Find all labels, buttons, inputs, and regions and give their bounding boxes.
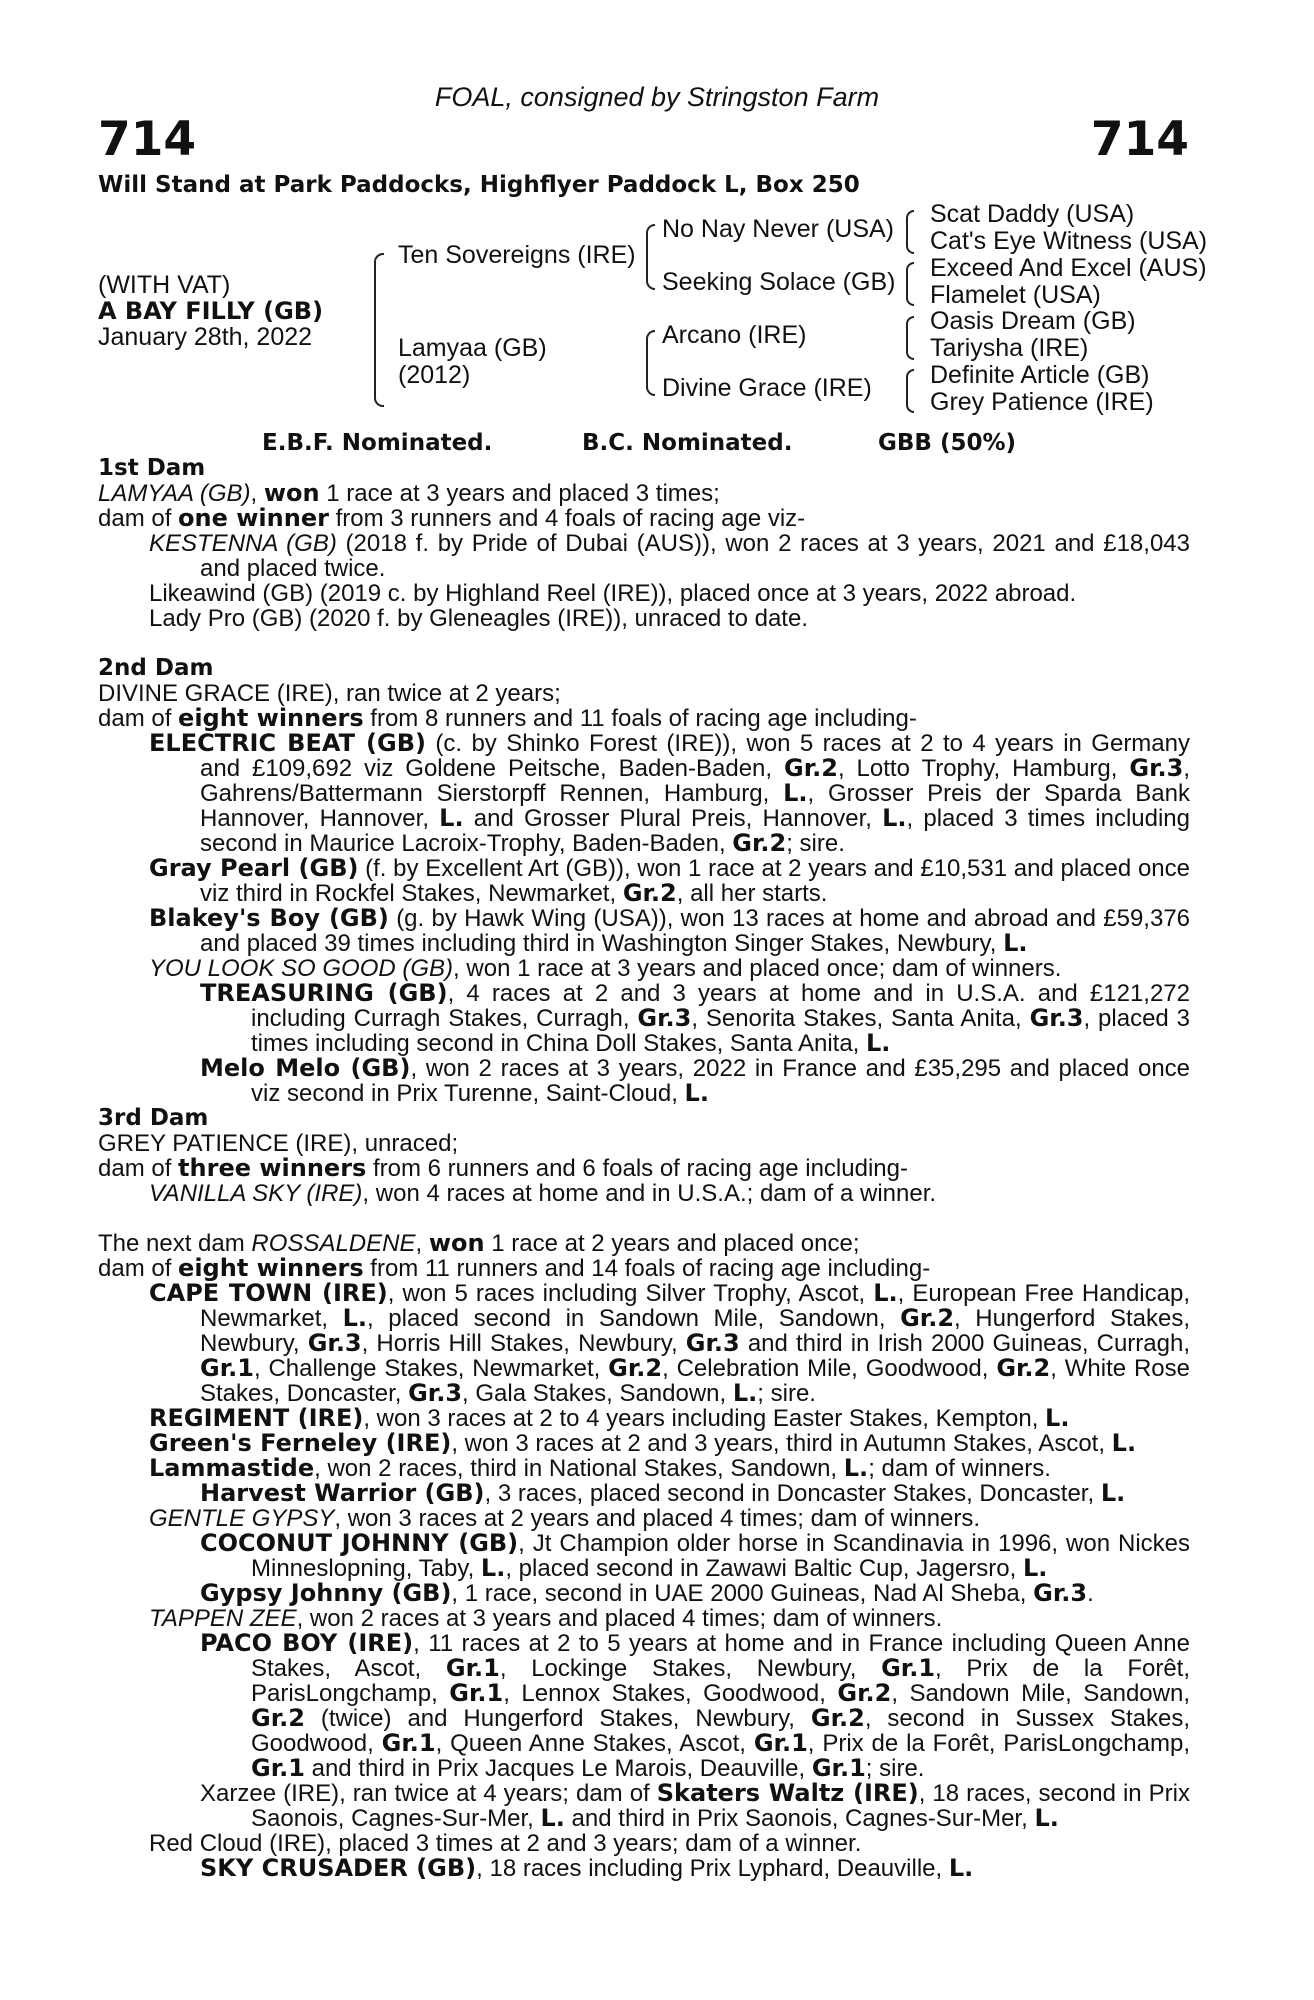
entry-text: GREY PATIENCE (IRE), unraced;	[98, 1130, 459, 1157]
entry-text: , won 2 races at 3 years, 2022 in France and £35,295 and placed once viz second in Prix Turenne, Saint-Cloud,	[251, 1055, 1191, 1107]
entry-text: , won 3 races at 2 and 3 years, third in Autumn Stakes, Ascot,	[451, 1430, 1112, 1457]
entry-text: GENTLE GYPSY	[149, 1505, 335, 1532]
entry-text: from 6 runners and 6 foals of racing age including-	[366, 1155, 908, 1182]
sire-line-bracket	[646, 224, 655, 290]
entry-text: , Challenge Stakes, Newmarket,	[253, 1355, 609, 1382]
entry-text: , 18 races including Prix Lyphard, Deauville,	[476, 1855, 949, 1882]
pedigree-entry	[149, 531, 1190, 581]
entry-text: from 11 runners and 14 foals of racing age including-	[363, 1255, 931, 1282]
entry-text: Gr.2	[622, 879, 677, 907]
entry-text: Lammastide	[149, 1454, 315, 1482]
section-heading: 1st Dam	[98, 455, 206, 481]
entry-text: ELECTRIC BEAT (GB)	[149, 729, 426, 757]
pedigree-entry	[149, 1181, 1190, 1206]
gen3-bracket-1	[906, 210, 914, 254]
entry-text: SKY CRUSADER (GB)	[200, 1854, 477, 1882]
entry-text: and third in Irish 2000 Guineas, Curragh,	[739, 1330, 1191, 1357]
stand-location: Will Stand at Park Paddocks, Highflyer Paddock L, Box 250	[98, 172, 860, 198]
entry-text: , Grosser Preis der Sparda Bank Hannover, Hannover,	[200, 780, 1190, 832]
entry-text: , placed 3 times including second in China Doll Stakes, Santa Anita,	[251, 1005, 1191, 1057]
entry-text: Gr.3	[685, 1329, 740, 1357]
entry-text: ; sire.	[757, 1380, 816, 1407]
entry-text: L.	[873, 1279, 898, 1307]
entry-text: , Prix de la Forêt, ParisLongchamp,	[251, 1655, 1190, 1707]
entry-text: Gr.3	[1029, 1004, 1084, 1032]
pedigree-entry	[98, 1131, 1190, 1156]
entry-text: Gr.3	[307, 1329, 362, 1357]
entry-text: Gr.1	[251, 1754, 305, 1782]
entry-text: Gypsy Johnny (GB)	[200, 1579, 452, 1607]
pedigree-entry	[200, 1581, 1190, 1606]
entry-text: and third in Prix Jacques Le Marois, Deauville,	[304, 1755, 812, 1782]
entry-text: ,	[415, 1230, 429, 1257]
entry-text: (twice) and Hungerford Stakes, Newbury,	[304, 1705, 811, 1732]
entry-text: , won 2 races at 3 years and placed 4 times; dam of winners.	[296, 1605, 943, 1632]
pedigree-entry	[149, 856, 1190, 906]
catalogue-body	[98, 456, 1190, 1881]
entry-text: L.	[948, 1854, 974, 1882]
entry-text: L.	[1003, 929, 1028, 957]
entry-text: VANILLA SKY (IRE)	[149, 1180, 363, 1207]
entry-text: , Gahrens/Battermann Sierstorpff Rennen, Hamburg,	[200, 755, 1190, 807]
entry-text: L.	[1100, 1479, 1126, 1507]
pedigree-entry	[98, 706, 1190, 731]
entry-text: Gr.1	[381, 1729, 436, 1757]
gen3-bracket-2	[906, 262, 914, 306]
pedigree-entry	[200, 1531, 1190, 1581]
entry-text: Gr.2	[996, 1354, 1051, 1382]
pedigree-entry	[200, 1056, 1190, 1106]
gbb-status: GBB (50%)	[878, 430, 1017, 456]
entry-text: (g. by Hawk Wing (USA)), won 13 races at home and abroad and £59,376 and placed 39 times including third in Washington Singer Stakes, Newbury,	[200, 905, 1191, 957]
entry-text: Blakey's Boy (GB)	[149, 904, 389, 932]
entry-text: Gr.2	[732, 829, 787, 857]
entry-text: dam of	[98, 1255, 179, 1282]
entry-text: Lady Pro (GB) (2020 f. by Gleneagles (IRE)), unraced to date.	[149, 605, 808, 632]
entry-text: , placed second in Sandown Mile, Sandown,	[367, 1305, 901, 1332]
entry-text: , 18 races, second in Prix Saonois, Cagnes-Sur-Mer,	[251, 1780, 1190, 1832]
entry-text: Gr.3	[637, 1004, 692, 1032]
entry-text: L.	[732, 1379, 758, 1407]
entry-text: Gr.1	[811, 1754, 866, 1782]
entry-text: dam of	[98, 505, 179, 532]
entry-text: Gr.2	[784, 754, 838, 782]
entry-text: Gr.3	[1129, 754, 1184, 782]
dam-dam: Divine Grace (IRE)	[662, 374, 872, 402]
entry-text: 1 race at 3 years and placed 3 times;	[319, 480, 720, 507]
entry-text: Red Cloud (IRE), placed 3 times at 2 and 3 years; dam of a winner.	[149, 1830, 862, 1857]
entry-text: YOU LOOK SO GOOD (GB)	[149, 955, 454, 982]
entry-text: COCONUT JOHNNY (GB)	[200, 1529, 519, 1557]
entry-text: , 11 races at 2 to 5 years at home and in France including Queen Anne Stakes, Ascot,	[251, 1630, 1190, 1682]
entry-text: L.	[1111, 1429, 1137, 1457]
entry-text: L.	[342, 1304, 368, 1332]
entry-text: Harvest Warrior (GB)	[200, 1479, 485, 1507]
entry-text: (f. by Excellent Art (GB)), won 1 race at 2 years and £10,531 and placed once viz third in Rockfel Stakes, Newmarket,	[200, 855, 1190, 907]
entry-text: , won 3 races at 2 to 4 years including Easter Stakes, Kempton,	[363, 1405, 1046, 1432]
entry-text: , 3 races, placed second in Doncaster Stakes, Doncaster,	[484, 1480, 1101, 1507]
bc-nomination: B.C. Nominated.	[582, 430, 793, 456]
entry-text: L.	[1045, 1404, 1070, 1432]
entry-text: (2018 f. by Pride of Dubai (AUS)), won 2 races at 3 years, 2021 and £18,043 and placed twice.	[200, 530, 1190, 582]
entry-text: ; sire.	[786, 830, 845, 857]
entry-text: , Jt Champion older horse in Scandinavia in 1996, won Nickes Minneslopning, Taby,	[251, 1530, 1190, 1582]
entry-text: Likeawind (GB) (2019 c. by Highland Reel (IRE)), placed once at 3 years, 2022 abroad.	[149, 580, 1077, 607]
entry-text: Gray Pearl (GB)	[149, 854, 359, 882]
pedigree-entry	[98, 1156, 1190, 1181]
entry-text: L.	[1034, 1804, 1059, 1832]
entry-text: Skaters Waltz (IRE)	[656, 1779, 919, 1807]
consignor-line: FOAL, consigned by Stringston Farm	[434, 82, 880, 112]
section-heading: 3rd Dam	[98, 1105, 209, 1131]
entry-text: , won 5 races including Silver Trophy, Ascot,	[387, 1280, 874, 1307]
dam-sire: Arcano (IRE)	[662, 321, 807, 349]
pedigree-entry	[149, 1431, 1190, 1456]
entry-text: REGIMENT (IRE)	[149, 1404, 364, 1432]
entry-text: Gr.1	[445, 1654, 500, 1682]
gen3-horse-7: Definite Article (GB)	[930, 361, 1150, 389]
entry-text: , all her starts.	[676, 880, 828, 907]
entry-text: , won 4 races at home and in U.S.A.; dam of a winner.	[362, 1180, 937, 1207]
entry-text: one winner	[178, 504, 329, 532]
entry-text: , Prix de la Forêt, ParisLongchamp,	[807, 1730, 1191, 1757]
entry-text: DIVINE GRACE (IRE), ran twice at 2 years;	[98, 680, 561, 707]
ebf-nomination: E.B.F. Nominated.	[262, 430, 493, 456]
entry-text: from 3 runners and 4 foals of racing age viz-	[328, 505, 806, 532]
entry-text: three winners	[178, 1154, 367, 1182]
dam-name: Lamyaa (GB)	[398, 334, 547, 362]
entry-text: ROSSALDENE	[251, 1230, 416, 1257]
entry-text: and Grosser Plural Preis, Hannover,	[463, 805, 883, 832]
entry-text: (c. by Shinko Forest (IRE)), won 5 races at 2 to 4 years in Germany and £109,692 viz Goldene Peitsche, Baden-Baden,	[200, 730, 1190, 782]
entry-text: Gr.2	[810, 1704, 865, 1732]
lot-number-left: 714	[98, 112, 197, 167]
dam-foaling-year: (2012)	[398, 361, 471, 389]
entry-text: , 4 races at 2 and 3 years at home and in U.S.A. and £121,272 including Curragh Stakes, Curragh,	[251, 980, 1191, 1032]
entry-text: LAMYAA (GB)	[98, 480, 251, 507]
entry-text: eight winners	[178, 1254, 364, 1282]
pedigree-entry	[149, 906, 1190, 956]
gen3-horse-5: Oasis Dream (GB)	[930, 307, 1136, 335]
entry-text: Gr.1	[449, 1679, 504, 1707]
entry-text: , Horris Hill Stakes, Newbury,	[361, 1330, 686, 1357]
pedigree-entry	[149, 956, 1190, 981]
gen3-horse-3: Exceed And Excel (AUS)	[930, 254, 1207, 282]
entry-text: Gr.1	[753, 1729, 808, 1757]
entry-text: L.	[540, 1804, 565, 1832]
entry-text: from 8 runners and 11 foals of racing age including-	[363, 705, 917, 732]
section-gap	[98, 631, 1190, 656]
pedigree-entry	[98, 506, 1190, 531]
sire-dam: Seeking Solace (GB)	[662, 268, 896, 296]
pedigree-entry	[149, 1281, 1190, 1406]
entry-text: Melo Melo (GB)	[200, 1054, 411, 1082]
pedigree-entry	[98, 481, 1190, 506]
entry-text: L.	[480, 1554, 506, 1582]
entry-text: dam of	[98, 705, 179, 732]
entry-text: TAPPEN ZEE	[149, 1605, 297, 1632]
entry-text: Gr.1	[881, 1654, 936, 1682]
entry-text: , placed 3 times including second in Maurice Lacroix-Trophy, Baden-Baden,	[200, 805, 1190, 857]
entry-text: and third in Prix Saonois, Cagnes-Sur-Mer,	[564, 1805, 1035, 1832]
gen3-bracket-3	[906, 316, 914, 360]
entry-text: dam of	[98, 1155, 179, 1182]
entry-text: L.	[882, 804, 907, 832]
entry-text: , placed second in Zawawi Baltic Cup, Jagersro,	[505, 1555, 1023, 1582]
entry-text: Gr.1	[200, 1354, 254, 1382]
lot-subject-name: A BAY FILLY (GB)	[98, 297, 324, 325]
entry-text: The next dam	[98, 1230, 252, 1257]
entry-text: Gr.3	[408, 1379, 463, 1407]
entry-text: 1 race at 2 years and placed once;	[484, 1230, 860, 1257]
entry-text: , won 1 race at 3 years and placed once; dam of winners.	[453, 955, 1062, 982]
pedigree-entry	[200, 981, 1190, 1056]
entry-text: L.	[843, 1454, 869, 1482]
entry-text: Green's Ferneley (IRE)	[149, 1429, 452, 1457]
vat-note: (WITH VAT)	[98, 271, 231, 299]
pedigree-entry	[149, 581, 1190, 606]
entry-text: L.	[439, 804, 464, 832]
entry-text: TREASURING (GB)	[200, 979, 448, 1007]
pedigree-entry	[200, 1481, 1190, 1506]
gen3-bracket-4	[906, 369, 914, 413]
foaling-date: January 28th, 2022	[98, 323, 313, 351]
entry-text: ; dam of winners.	[868, 1455, 1051, 1482]
gen3-horse-4: Flamelet (USA)	[930, 281, 1101, 309]
entry-text: , Lennox Stakes, Goodwood,	[503, 1680, 838, 1707]
entry-text: PACO BOY (IRE)	[200, 1629, 414, 1657]
entry-text: Xarzee (IRE), ran twice at 4 years; dam of	[200, 1780, 657, 1807]
entry-text: .	[1087, 1580, 1094, 1607]
entry-text: KESTENNA (GB)	[149, 530, 337, 557]
gen3-horse-8: Grey Patience (IRE)	[930, 388, 1154, 416]
entry-text: , Senorita Stakes, Santa Anita,	[691, 1005, 1030, 1032]
pedigree-entry	[98, 1231, 1190, 1256]
sire-sire: No Nay Never (USA)	[662, 215, 894, 243]
pedigree-entry	[149, 1406, 1190, 1431]
pedigree-entry	[98, 1256, 1190, 1281]
entry-text: , Lotto Trophy, Hamburg,	[837, 755, 1130, 782]
entry-text: , Lockinge Stakes, Newbury,	[499, 1655, 882, 1682]
section-heading: 2nd Dam	[98, 655, 214, 681]
entry-text: ,	[250, 480, 264, 507]
pedigree-entry	[200, 1781, 1190, 1831]
entry-text: , Hungerford Stakes, Newbury,	[200, 1305, 1190, 1357]
entry-text: L.	[866, 1029, 891, 1057]
gen3-horse-6: Tariysha (IRE)	[930, 334, 1089, 362]
entry-text: Gr.3	[1033, 1579, 1088, 1607]
gen3-horse-2: Cat's Eye Witness (USA)	[930, 227, 1208, 255]
entry-text: Gr.2	[608, 1354, 663, 1382]
dam-line-bracket	[646, 330, 655, 396]
entry-text: L.	[783, 779, 808, 807]
pedigree-entry	[149, 1606, 1190, 1631]
pedigree-entry	[200, 1631, 1190, 1781]
entry-text: , European Free Handicap, Newmarket,	[200, 1280, 1190, 1332]
entry-text: Gr.2	[251, 1704, 305, 1732]
entry-text: L.	[684, 1079, 709, 1107]
entry-text: eight winners	[178, 704, 364, 732]
entry-text: , 1 race, second in UAE 2000 Guineas, Nad Al Sheba,	[451, 1580, 1034, 1607]
pedigree-entry	[149, 731, 1190, 856]
lot-number-right: 714	[1090, 112, 1189, 167]
pedigree-entry	[149, 1506, 1190, 1531]
pedigree-entry	[149, 1456, 1190, 1481]
entry-text: won	[263, 479, 320, 507]
entry-text: , won 3 races at 2 years and placed 4 times; dam of winners.	[334, 1505, 981, 1532]
entry-text: CAPE TOWN (IRE)	[149, 1279, 388, 1307]
gen3-horse-1: Scat Daddy (USA)	[930, 200, 1135, 228]
entry-text: ; sire.	[865, 1755, 925, 1782]
section-gap	[98, 1206, 1190, 1231]
entry-text: , Celebration Mile, Goodwood,	[662, 1355, 997, 1382]
pedigree-entry	[149, 606, 1190, 631]
entry-text: won	[428, 1229, 485, 1257]
entry-text: , Gala Stakes, Sandown,	[462, 1380, 733, 1407]
pedigree-entry	[98, 681, 1190, 706]
entry-text: Gr.2	[837, 1679, 892, 1707]
pedigree-bracket	[374, 253, 384, 407]
entry-text: , Queen Anne Stakes, Ascot,	[435, 1730, 754, 1757]
entry-text: , White Rose Stakes, Doncaster,	[200, 1355, 1190, 1407]
entry-text: , Sandown Mile, Sandown,	[891, 1680, 1190, 1707]
sire-name: Ten Sovereigns (IRE)	[398, 241, 636, 269]
pedigree-entry	[149, 1831, 1190, 1856]
entry-text: , second in Sussex Stakes, Goodwood,	[251, 1705, 1190, 1757]
entry-text: Gr.2	[900, 1304, 955, 1332]
pedigree-entry	[200, 1856, 1190, 1881]
entry-text: , won 2 races, third in National Stakes, Sandown,	[314, 1455, 844, 1482]
entry-text: L.	[1022, 1554, 1048, 1582]
